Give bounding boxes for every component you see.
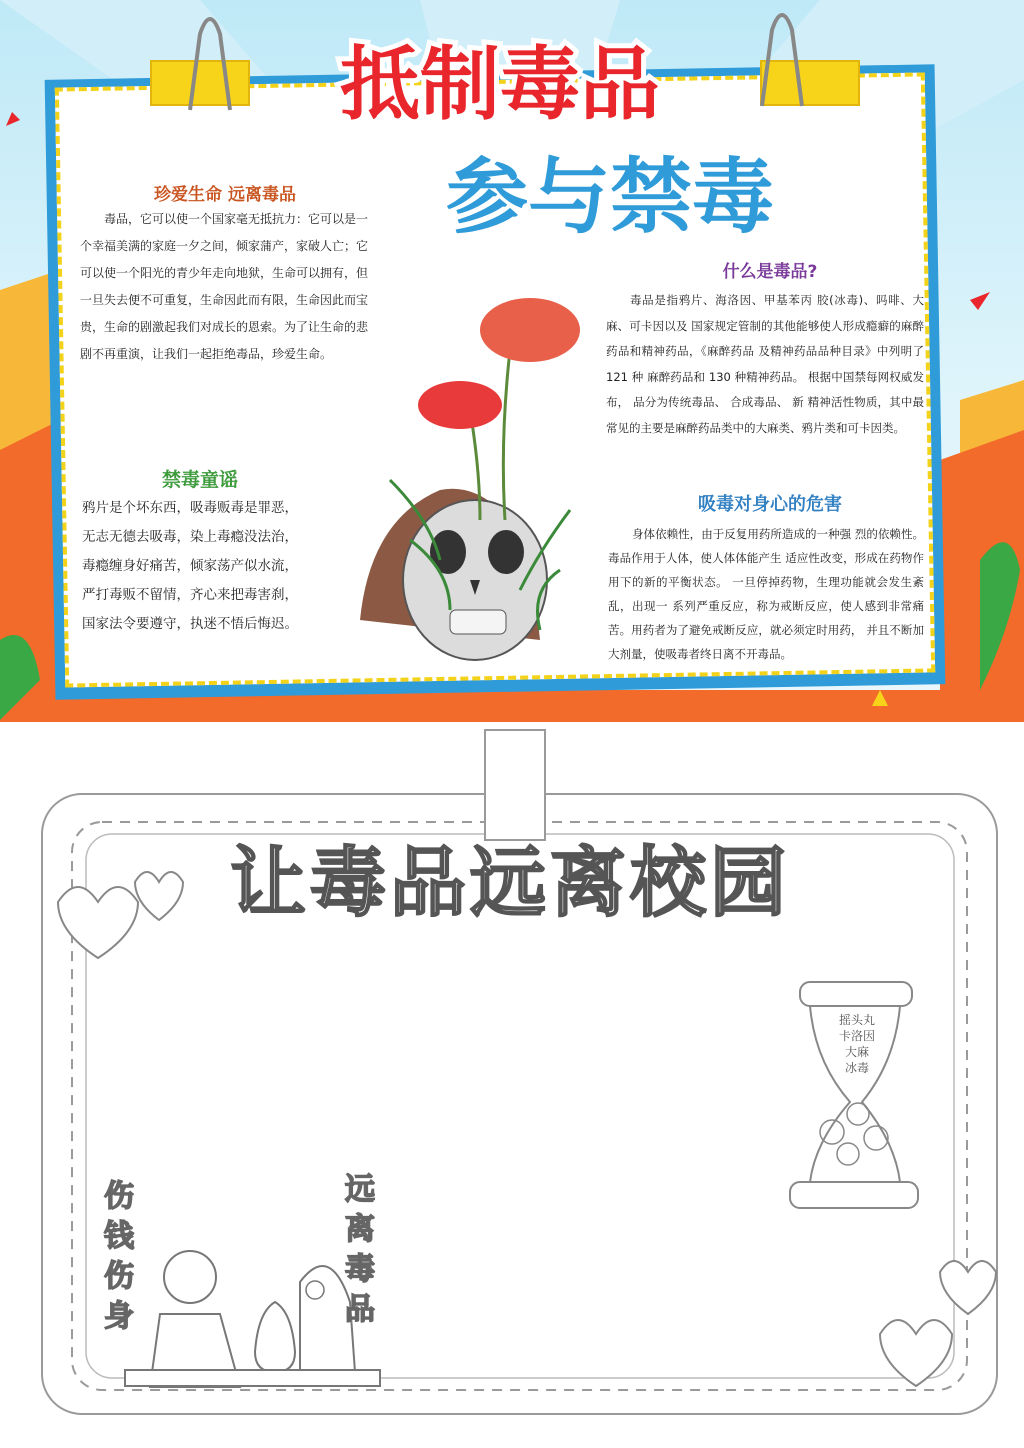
outline-title: 让毒品远离校园	[230, 838, 790, 927]
left-vertical-text	[104, 1177, 144, 1337]
bird-icon	[970, 292, 990, 310]
section3-title: 什么是毒品?	[722, 262, 818, 282]
skull-poppy-illustration	[330, 290, 610, 670]
flower-stem	[503, 350, 510, 520]
sub-title	[400, 135, 820, 245]
section1-title: 珍爱生命 远离毒品	[154, 185, 296, 205]
coloring-poster	[0, 722, 1024, 1448]
char: 伤	[104, 1259, 134, 1294]
hourglass-labels	[812, 1012, 902, 1076]
binder-clip-icon	[752, 0, 812, 110]
section3-body: 毒品是指鸦片、海洛因、甲基苯丙 胶(冰毒)、吗啡、大麻、可卡因以及 国家规定管制的其他能够使人形成瘾癖的麻醉药品和精神药品，《麻醉药品 及精神药品品种目录》中列明了 121 种 麻醉药品和 130 种精神药品。 根据中国禁每网权威发布， 品分为传统毒品、 合成毒品、 新 精神活性物质，其中最常见的主要是麻醉药品类中的大麻类、鸦片类和可卡因类。	[606, 293, 924, 435]
skull-eye	[488, 530, 524, 574]
section2-poem	[82, 494, 332, 639]
binder-clip-icon	[180, 4, 240, 114]
skull-teeth	[450, 610, 506, 634]
heart-icon	[58, 887, 138, 958]
hourglass-base	[790, 1182, 918, 1208]
poem-line: 无志无德去吸毒，染上毒瘾没法治，	[82, 529, 298, 545]
section1-body: 毒品，它可以使一个国家毫无抵抗力：它可以是一个幸福美满的家庭一夕之间，倾家蒲产，家破人亡；它可以使一个阳光的青少年走向地狱，生命可以拥有，但一旦失去便不可重复，生命因此而有限，生命因此而宝 贵，生命的剧激起我们对成长的恩索。为了让生命的悲剧不再重演，让我们一起拒绝毒品，珍爱生命。	[80, 212, 369, 361]
char: 品	[345, 1292, 375, 1327]
char: 身	[104, 1299, 134, 1334]
right-vertical-text	[345, 1170, 385, 1330]
section4-title: 吸毒对身心的危害	[698, 494, 842, 515]
char: 远	[345, 1172, 375, 1207]
section4-body: 身体依赖性，由于反复用药所造成的一种强 烈的依赖性。毒品作用于人体，使人体体能产生 适应性改变，形成在药物作用下的新的平衡状态。 一旦停掉药物，生理功能就会发生紊乱，出现一 系列严重反应，称为戒断反应，使人感到非常痛 苦。用药者为了避免戒断反应，就必须定时用药， 并且不断加大剂量，使吸毒者终日离不开毒品。	[608, 527, 924, 661]
hourglass-top	[800, 982, 912, 1006]
poem-line: 毒瘾缠身好痛苦，倾家荡产似水流，	[82, 558, 298, 574]
table-outline	[125, 1370, 380, 1386]
money-bag-icon	[255, 1302, 295, 1372]
poem-line: 国家法令要遵守，执迷不悟后悔迟。	[82, 616, 298, 632]
poem-line: 鸦片是个坏东西，吸毒贩毒是罪恶，	[82, 500, 298, 516]
char: 钱	[104, 1219, 134, 1254]
char: 毒	[345, 1252, 375, 1287]
section2-title: 禁毒童谣	[161, 469, 238, 491]
poppy-flower-icon	[418, 381, 502, 429]
title-line2: 参与禁毒	[445, 150, 775, 245]
hourglass-label: 冰毒	[844, 1061, 869, 1075]
poem-line: 严打毒贩不留情，齐心来把毒害刹，	[82, 587, 298, 603]
hourglass-label: 大麻	[844, 1045, 869, 1059]
poppy-flower-icon	[480, 298, 580, 362]
bird-icon	[6, 112, 20, 126]
hourglass-label: 摇头丸	[838, 1013, 875, 1027]
heart-icon	[880, 1320, 952, 1386]
boy-head-icon	[164, 1251, 216, 1303]
main-title	[300, 30, 700, 130]
heart-icon	[135, 872, 183, 920]
char: 伤	[104, 1179, 134, 1214]
title-line1: 抵制毒品	[340, 38, 660, 130]
char: 离	[345, 1212, 375, 1247]
hourglass-label: 卡洛因	[838, 1029, 875, 1043]
colored-poster	[0, 0, 1024, 722]
